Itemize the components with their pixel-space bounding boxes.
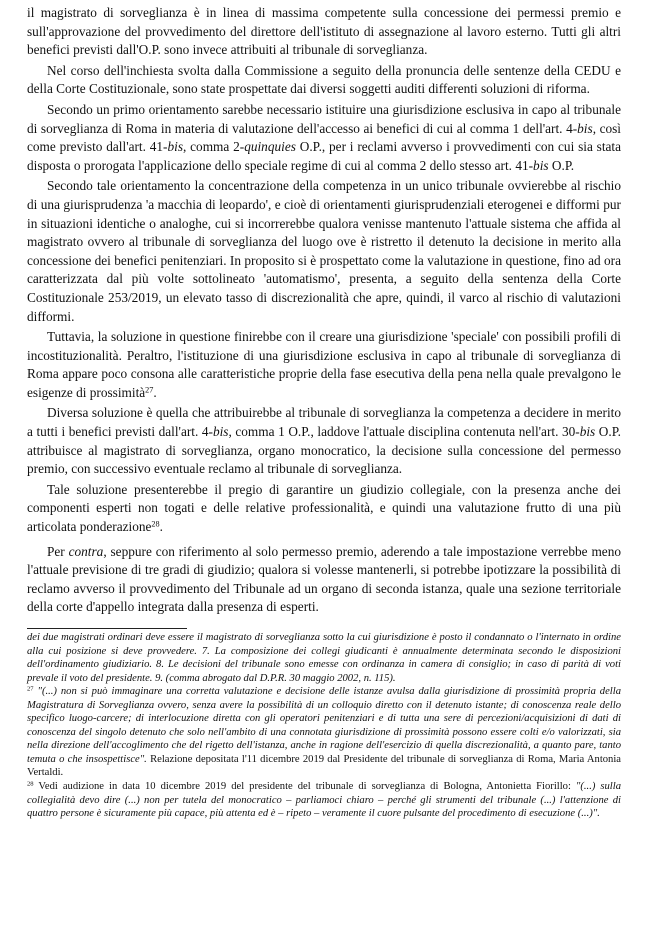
text-run: Diversa soluzione è quella che attribuirebbe al tribunale di sorveglianza la competenza a decidere in merito a tutti i benefici previsti dall'art. 4- xyxy=(27,405,621,440)
footnote-source: Relazione depositata l'11 dicembre 2019 dal Presidente del tribunale di sorveglianza di Roma, Maria Antonia Vertaldi. xyxy=(27,753,622,779)
paragraph-per-contra xyxy=(27,543,621,617)
italic-term: bis xyxy=(533,157,549,173)
text-run: . xyxy=(153,384,157,400)
text-run: Secondo un primo orientamento sarebbe necessario istituire una giurisdizione esclusiva in capo al tribunale di sorveglianza di Roma in materia di valutazione dell'accesso ai benefici di cui al comma 1 dell'art. 4- xyxy=(27,101,621,136)
italic-term: bis xyxy=(167,139,184,155)
paragraph-however xyxy=(27,328,621,402)
italic-term: bis xyxy=(577,120,593,136)
paragraph-concentration: Secondo tale orientamento la concentrazione della competenza in un unico tribunale ovvierebbe al rischio di una giurisprudenza 'a macchia di leopardo', e cioè di orientamenti giurisprudenziali eterogenei e difformi pur in situazioni identiche o analoghe, cui si incorrerebbe qualora venisse mantenuto l'attuale sistema che affida al magistrato ovvero al tribunale di sorveglianza del luogo ove è ristretto il detenuto la decisione in merito alla concessione dei benefici penitenziari. In proposito si è prospettato come la valutazione in questione, fino ad ora caratterizzata dal più volte sottolineato 'automatismo', presenta, a seguito della sentenza della Corte Costituzionale 253/2019, un elevato tasso di discrezionalità che apre, quindi, il varco al rischio di valutazioni difformi. xyxy=(27,178,621,324)
footnote-number: 28 xyxy=(27,780,34,788)
italic-term: bis xyxy=(579,424,596,440)
text-run: . xyxy=(159,519,163,535)
footnote-27 xyxy=(27,685,621,780)
footnote-separator xyxy=(27,628,187,629)
paragraph-intro: il magistrato di sorveglianza è in linea di massima competente sulla concessione dei permessi premio e sull'approvazione del provvedimento del direttore dell'istituto di assegnazione al lavoro esterno. Tutti gli altri benefici previsti dall'O.P. sono invece attribuiti al tribunale di sorveglianza. xyxy=(27,5,621,58)
italic-term: contra xyxy=(68,543,104,559)
footnote-number: 27 xyxy=(27,685,34,693)
text-run: Per xyxy=(47,543,69,559)
text-run: , comma 1 O.P., laddove l'attuale disciplina contenuta nell'art. 30- xyxy=(228,424,580,440)
text-run: , comma 2- xyxy=(183,139,245,155)
italic-term: quinquies xyxy=(244,139,296,155)
footnotes xyxy=(27,631,621,821)
footnote-ref-27[interactable]: 27 xyxy=(145,385,154,395)
text-run: , così come previsto dall'art. 41- xyxy=(27,120,621,155)
text-run: , seppure con riferimento al solo permesso premio, aderendo a tale impostazione verrebbe meno l'attuale previsione di tre gradi di giudizio; qualora si volesse mantenerli, si potrebbe ipotizzare la possibilità di reclamo avverso il provvedimento del Tribunale ad un organo di seconda istanza, quale una sezione territoriale della corte d'appello integrata dalla presenza di esperti. xyxy=(27,543,621,615)
text-run: Tale soluzione presenterebbe il pregio di garantire un giudizio collegiale, con la presenza anche dei componenti esperti non togati e delle relative professionalità, e quindi una valutazione frutto di una più articolata ponderazione xyxy=(27,481,621,535)
text-run: O.P., per i reclami avverso i provvedimenti con cui sia stata disposta o prorogata l'applicazione dello speciale regime di cui al comma 2 dello stesso art. 41- xyxy=(27,139,622,173)
italic-term: bis xyxy=(212,424,229,440)
paragraph-first-orientation xyxy=(27,101,621,175)
footnote-continuation: dei due magistrati ordinari deve essere il magistrato di sorveglianza sotto la cui giurisdizione è posto il condannato o l'internato in ordine alla cui posizione si deve provvedere. 7. La composizione dei collegi giudicanti è annualmente determinata secondo le disposizioni dell'ordinamento giudiziario. 8. Le decisioni del tribunale sono emesse con ordinanza in camera di consiglio; in caso di parità di voti prevale il voto del presidente. 9. (comma abrogato dal D.P.R. 30 maggio 2002, n. 115). xyxy=(27,632,621,684)
paragraph-inquiry: Nel corso dell'inchiesta svolta dalla Commissione a seguito della pronuncia delle sentenze della CEDU e della Corte Costituzionale, sono state prospettate dai diversi soggetti auditi differenti soluzioni di riforma. xyxy=(27,62,621,97)
footnote-quote: "(...) non si può immaginare una corretta valutazione e decisione delle istanze avulsa dalla giurisdizione di prossimità propria della Magistratura di Sorveglianza ovvero, senza avere la possibilità di un colloquio diretto con il detenuto istante; di conoscenza reale dello specifico luogo-carcere; di interlocuzione diretta con gli operatori penitenziari e di tutta una sere di percezioni/acquisizioni di dati di conoscenza del singolo detenuto che solo nell'ambito di una connotata giurisdizione di prossimità possono essere colti e/o valorizzati, sia nella direzione dell'accoglimento che del rigetto dell'istanza, anche in ragione dell'esercizio di quella discrezionalità, a quanto pare, tanto temuta o che insospettisce". xyxy=(27,686,621,765)
text-run: O.P. attribuisce al magistrato di sorveglianza, organo monocratico, la decisione sulla concessione del permesso premio, con successivo eventuale reclamo al tribunale di sorveglianza. xyxy=(27,424,621,477)
paragraph-alternative xyxy=(27,404,621,478)
footnote-source: Vedi audizione in data 10 dicembre 2019 del presidente del tribunale di sorveglianza di Bologna, Antonietta Fiorillo: xyxy=(33,781,576,793)
footnote-quote: "(...) sulla collegialità devo dire (...) non per tutela del monocratico – parliamoci chiaro – perché gli strumenti del tribunale (...) l'attenzione di quattro persone è sicuramente più capace, più attenta ed è – ripeto – veramente il cuore pulsante del procedimento di esecuzione (...)". xyxy=(27,781,621,820)
footnote-ref-28[interactable]: 28 xyxy=(151,519,160,529)
text-run: Tuttavia, la soluzione in questione finirebbe con il creare una giurisdizione 'speciale' con possibili profili di incostituzionalità. Peraltro, l'istituzione di una giurisdizione esclusiva in capo al tribunale di sorveglianza di Roma appare poco consona alle caratteristiche proprie della fase esecutiva della pena nella quale prevalgono le esigenze di prossimità xyxy=(27,329,621,400)
text-run: O.P. xyxy=(548,157,575,173)
footnote-28 xyxy=(27,780,621,821)
paragraph-collegial xyxy=(27,481,621,537)
